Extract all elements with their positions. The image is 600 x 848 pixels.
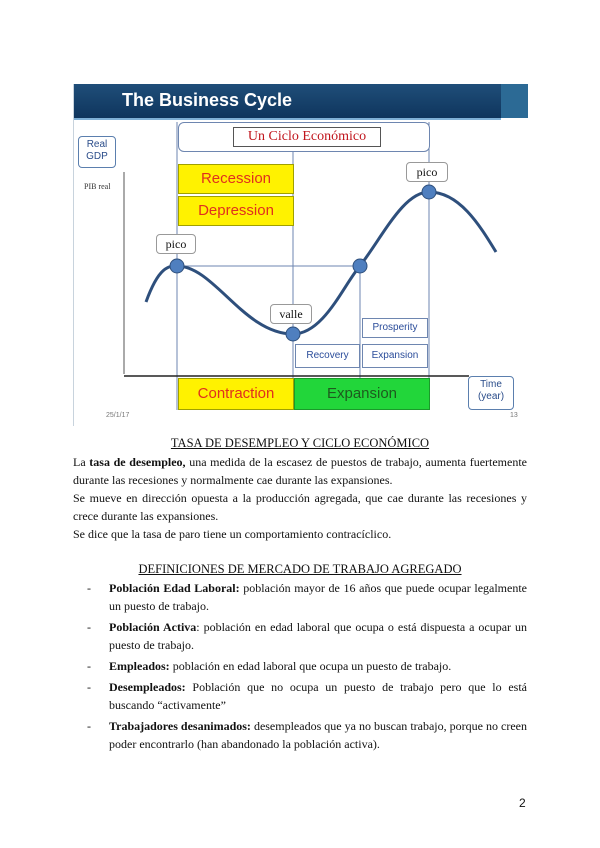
p1-pre: La (73, 455, 90, 469)
section1-paragraph-1 (73, 453, 527, 489)
pico-right-callout: pico (406, 162, 448, 182)
prosperity-box: Prosperity (362, 318, 428, 338)
depression-box: Depression (178, 196, 294, 226)
page-number: 2 (519, 796, 526, 810)
definitions-list (73, 579, 527, 756)
list-item: - Trabajadores desanimados: desempleados que ya no buscan trabajo, porque no creen poder encontrarlo (han abandonado la población activa). (87, 719, 527, 751)
y-axis-label: Real GDP (78, 136, 116, 168)
item-term: Trabajadores desanimados: (109, 719, 251, 733)
valle-callout: valle (270, 304, 312, 324)
expansion-small-box: Expansion (362, 344, 428, 368)
slide-title: The Business Cycle (122, 90, 293, 110)
expansion-big-box: Expansion (294, 378, 430, 410)
list-item: - Empleados: población en edad laboral que ocupa un puesto de trabajo. (87, 659, 452, 673)
item-term: Empleados: (109, 659, 170, 673)
item-text: población en edad laboral que ocupa un puesto de trabajo. (169, 659, 452, 673)
pico-left-callout: pico (156, 234, 196, 254)
ciclo-frame (178, 122, 430, 152)
mid-dot (353, 259, 367, 273)
section1-heading: TASA DE DESEMPLEO Y CICLO ECONÓMICO (170, 436, 430, 450)
item-text: desempleados que ya no buscan trabajo, porque no creen poder encontrarlo (han abandonado la población activa). (109, 719, 527, 751)
section1-paragraph-3: Se dice que la tasa de paro tiene un comportamiento contracíclico. (73, 527, 392, 541)
peak-right-dot (422, 185, 436, 199)
item-text: : población en edad laboral que ocupa o está dispuesta a ocupar un puesto de trabajo. (109, 620, 527, 652)
section2-heading: DEFINICIONES DE MERCADO DE TRABAJO AGREGADO (138, 562, 462, 576)
contraction-box: Contraction (178, 378, 294, 410)
recession-box: Recession (178, 164, 294, 194)
item-term: Población Edad Laboral: (109, 581, 240, 595)
peak-left-dot (170, 259, 184, 273)
item-term: Desempleados: (109, 680, 186, 694)
list-item: - Población Activa: población en edad laboral que ocupa o está dispuesta a ocupar un puesto de trabajo. (87, 620, 527, 652)
x-axis-label: Time (year) (468, 376, 514, 410)
p1-post: una medida de la escasez de puestos de trabajo, aumenta fuertemente durante las recesiones y normalmente cae durante las expansiones. (73, 455, 528, 487)
ciclo-label: Un Ciclo Económico (233, 127, 381, 147)
list-item: - Población Edad Laboral: población mayor de 16 años que puede ocupar legalmente un puesto de trabajo. (87, 581, 528, 613)
slide-left-edge (0, 84, 73, 426)
business-cycle-slide (73, 84, 528, 426)
pib-real-label: PIB real (84, 182, 111, 191)
trough-dot (286, 327, 300, 341)
slide-number: 13 (510, 412, 518, 419)
item-text: Población que no ocupa un puesto de trabajo pero que lo está buscando “activamente” (109, 680, 527, 712)
item-text: población mayor de 16 años que puede ocupar legalmente un puesto de trabajo. (109, 581, 528, 613)
p1-bold: tasa de desempleo, (89, 455, 186, 469)
list-item: - Desempleados: Población que no ocupa un puesto de trabajo pero que lo está buscando “activamente” (87, 680, 527, 712)
slide-date: 25/1/17 (106, 412, 130, 419)
recovery-box: Recovery (295, 344, 360, 368)
section1-paragraph-2: Se mueve en dirección opuesta a la producción agregada, que cae durante las recesiones y crece durante las expansiones. (73, 491, 527, 523)
item-term: Población Activa (109, 620, 197, 634)
